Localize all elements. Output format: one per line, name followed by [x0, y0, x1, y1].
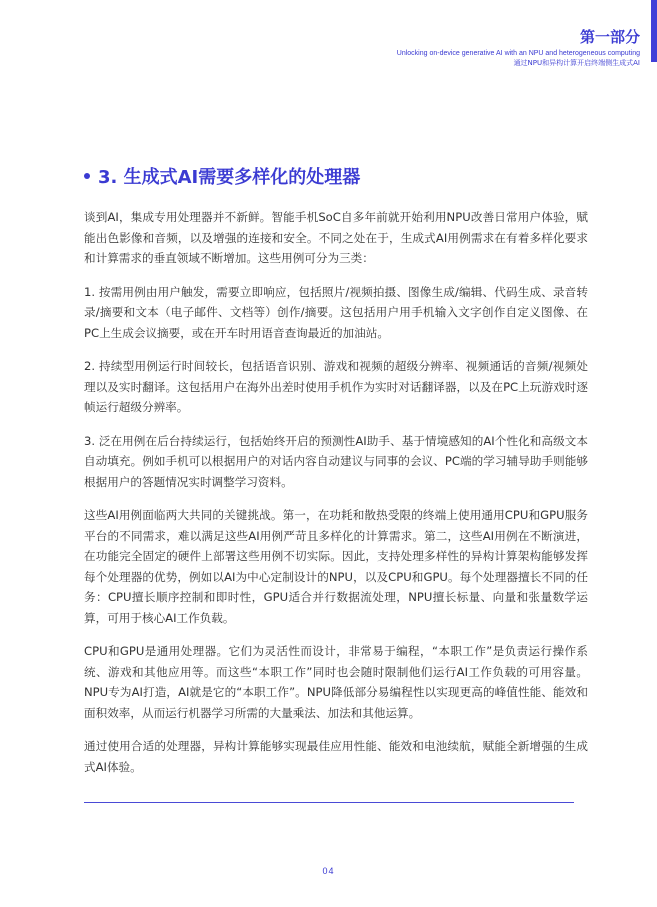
- footer-divider: [84, 802, 574, 803]
- header-subtitle-en: Unlocking on-device generative AI with an NPU and heterogeneous computing: [396, 50, 640, 57]
- paragraph-conclusion: 通过使用合适的处理器，异构计算能够实现最佳应用性能、能效和电池续航，赋能全新增强的生成式AI体验。: [84, 739, 588, 774]
- paragraph-intro: 谈到AI，集成专用处理器并不新鲜。智能手机SoC自多年前就开始利用NPU改善日常用户体验，赋能出色影像和音频，以及增强的连接和安全。不同之处在于，生成式AI用例需求在有着多样化要求和计算需求的垂直领域不断增加。这些用例可分为三类：: [84, 210, 588, 265]
- paragraph-challenges: 这些AI用例面临两大共同的关键挑战。第一，在功耗和散热受限的终端上使用通用CPU和GPU服务平台的不同需求，难以满足这些AI用例严苛且多样化的计算需求。第二，这些AI用例在不断演进，在功能完全固定的硬件上部署这些用例不切实际。因此，支持处理多样性的异构计算架构能够发挥每个处理器的优势，例如以AI为中心定制设计的NPU，以及CPU和GPU。每个处理器擅长不同的任务：CPU擅长顺序控制和即时性，GPU适合并行数据流处理，NPU擅长标量、向量和张量数学运算，可用于核心AI工作负载。: [84, 508, 588, 625]
- body-content: [84, 207, 588, 790]
- section-heading: [84, 166, 360, 190]
- paragraph-cpu-gpu-npu: CPU和GPU是通用处理器。它们为灵活性而设计，非常易于编程，“本职工作”是负责运行操作系统、游戏和其他应用等。而这些“本职工作”同时也会随时限制他们运行AI工作负载的可用容量。NPU专为AI打造，AI就是它的“本职工作”。NPU降低部分易编程性以实现更高的峰值性能、能效和面积效率，从而运行机器学习所需的大量乘法、加法和其他运算。: [84, 644, 588, 720]
- header-subtitle-cn: 通过NPU和异构计算开启终端侧生成式AI: [513, 59, 640, 67]
- paragraph-sustained: 2. 持续型用例运行时间较长，包括语音识别、游戏和视频的超级分辨率、视频通话的音频/视频处理以及实时翻译。这包括用户在海外出差时使用手机作为实时对话翻译器，以及在PC上玩游戏时逐帧运行超级分辨率。: [84, 359, 588, 414]
- paragraph-pervasive: 3. 泛在用例在后台持续运行，包括始终开启的预测性AI助手、基于情境感知的AI个性化和高级文本自动填充。例如手机可以根据用户的对话内容自动建议与同事的会议、PC端的学习辅导助手则能够根据用户的答题情况实时调整学习资料。: [84, 433, 588, 489]
- bullet-icon: [84, 173, 90, 179]
- paragraph-on-demand: 1. 按需用例由用户触发，需要立即响应，包括照片/视频拍摄、图像生成/编辑、代码生成、录音转录/摘要和文本（电子邮件、文档等）创作/摘要。这包括用户用手机输入文字创作自定义图像、在PC上生成会议摘要，或在开车时用语音查询最近的加油站。: [84, 284, 588, 340]
- page-number: 04: [322, 866, 335, 876]
- section-title-text: 3. 生成式AI需要多样化的处理器: [98, 167, 361, 188]
- page-header: [397, 28, 640, 68]
- header-accent-bar: [651, 0, 657, 62]
- part-title: 第一部分: [579, 28, 640, 46]
